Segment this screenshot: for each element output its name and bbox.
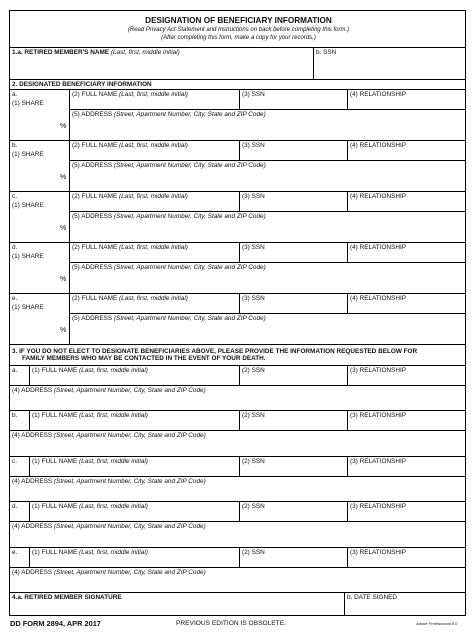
member-name-label — [12, 49, 180, 57]
beneficiary-relationship-field[interactable] — [348, 99, 464, 109]
address-label — [72, 213, 266, 221]
beneficiary-address-field[interactable] — [70, 272, 464, 292]
contact-name-label — [32, 367, 148, 375]
contact-ssn-field[interactable] — [240, 557, 346, 567]
contact-address-label — [12, 387, 206, 395]
contact-name-label — [32, 412, 148, 420]
address-hint: (Street, Apartment Number, City, State and ZIP Code) — [113, 213, 266, 220]
percent-sign: % — [60, 225, 67, 232]
full-name-label — [72, 295, 188, 303]
beneficiary-address-field[interactable] — [70, 323, 464, 343]
contact-name-hint: (Last, first, middle initial) — [79, 457, 148, 465]
contact-ssn-field[interactable] — [240, 420, 346, 430]
beneficiary-ssn-field[interactable] — [240, 252, 346, 262]
member-name-label-text: 1.a. RETIRED MEMBER'S NAME — [12, 49, 110, 56]
obsolete-notice: PREVIOUS EDITION IS OBSOLETE. — [176, 620, 286, 627]
beneficiary-form — [9, 10, 466, 616]
contact-name-label — [32, 549, 148, 557]
address-label — [72, 264, 266, 272]
beneficiary-relationship-field[interactable] — [348, 150, 464, 160]
beneficiary-address-field[interactable] — [70, 221, 464, 241]
address-label — [72, 315, 266, 323]
beneficiary-relationship-field[interactable] — [348, 303, 464, 313]
contact-letter: b. — [12, 412, 18, 420]
contact-name-field[interactable] — [30, 420, 238, 430]
share-label: (1) SHARE — [12, 253, 44, 260]
relationship-label: (4) RELATIONSHIP — [350, 244, 406, 251]
contact-ssn-label: (2) SSN — [242, 412, 265, 420]
member-name-hint: (Last, first, middle initial) — [110, 49, 180, 56]
signature-field[interactable] — [11, 602, 343, 616]
member-name-field[interactable] — [11, 57, 312, 78]
contact-address-label-text: (4) ADDRESS — [12, 477, 53, 485]
contact-name-label — [32, 503, 148, 511]
contact-name-hint: (Last, first, middle initial) — [79, 503, 148, 511]
relationship-label: (4) RELATIONSHIP — [350, 91, 406, 98]
contact-address-label-text: (4) ADDRESS — [12, 432, 53, 440]
ssn-label: (3) SSN — [242, 193, 265, 200]
contact-ssn-label: (2) SSN — [242, 457, 265, 465]
member-ssn-field[interactable] — [314, 57, 464, 78]
contact-address-label — [12, 569, 206, 577]
contact-name-label-text: (1) FULL NAME — [32, 503, 78, 511]
share-field[interactable] — [11, 262, 57, 290]
full-name-label-text: (2) FULL NAME — [72, 295, 118, 302]
contact-name-hint: (Last, first, middle initial) — [79, 548, 148, 556]
full-name-hint: (Last, first, middle initial) — [119, 142, 188, 149]
full-name-label-text: (2) FULL NAME — [72, 193, 118, 200]
contact-relationship-field[interactable] — [348, 557, 464, 567]
date-signed-label: b. DATE SIGNED — [347, 594, 397, 601]
contact-name-label-text: (1) FULL NAME — [32, 457, 78, 465]
contact-ssn-field[interactable] — [240, 466, 346, 476]
beneficiary-letter: b. — [12, 142, 18, 149]
address-hint: (Street, Apartment Number, City, State and ZIP Code) — [113, 162, 266, 169]
beneficiary-letter: a. — [12, 91, 18, 98]
contact-address-label-text: (4) ADDRESS — [12, 387, 53, 394]
form-title: DESIGNATION OF BENEFICIARY INFORMATION — [145, 16, 332, 25]
beneficiary-address-field[interactable] — [70, 119, 464, 139]
full-name-label-text: (2) FULL NAME — [72, 142, 118, 149]
contact-letter: c. — [12, 457, 17, 465]
percent-sign: % — [60, 327, 67, 334]
contact-address-field[interactable] — [11, 486, 464, 500]
address-hint: (Street, Apartment Number, City, State and ZIP Code) — [113, 315, 266, 322]
contact-address-field[interactable] — [11, 531, 464, 545]
ssn-label: (3) SSN — [242, 142, 265, 149]
beneficiary-name-field[interactable] — [70, 303, 238, 313]
address-label-text: (5) ADDRESS — [72, 111, 113, 118]
full-name-hint: (Last, first, middle initial) — [119, 295, 188, 302]
beneficiary-address-field[interactable] — [70, 170, 464, 190]
beneficiary-letter: c. — [12, 193, 17, 200]
beneficiary-ssn-field[interactable] — [240, 201, 346, 211]
beneficiary-name-field[interactable] — [70, 252, 238, 262]
contact-address-label — [12, 478, 206, 486]
percent-sign: % — [60, 174, 67, 181]
contact-address-field[interactable] — [11, 395, 464, 409]
address-label-text: (5) ADDRESS — [72, 264, 113, 271]
full-name-hint: (Last, first, middle initial) — [119, 91, 188, 98]
contact-name-field[interactable] — [30, 375, 238, 385]
relationship-label: (4) RELATIONSHIP — [350, 142, 406, 149]
date-signed-field[interactable] — [345, 602, 464, 616]
ssn-label: (3) SSN — [242, 244, 265, 251]
beneficiary-name-field[interactable] — [70, 150, 238, 160]
share-field[interactable] — [11, 313, 57, 341]
contact-address-label-text: (4) ADDRESS — [12, 523, 53, 531]
beneficiary-letter: e. — [12, 295, 18, 302]
beneficiary-ssn-field[interactable] — [240, 303, 346, 313]
full-name-label — [72, 193, 188, 201]
beneficiary-ssn-field[interactable] — [240, 150, 346, 160]
beneficiary-ssn-field[interactable] — [240, 99, 346, 109]
contact-address-hint: (Street, Apartment Number, City, State and ZIP Code) — [53, 477, 206, 485]
contact-name-hint: (Last, first, middle initial) — [79, 412, 148, 420]
contact-ssn-label: (2) SSN — [242, 367, 265, 374]
contact-relationship-field[interactable] — [348, 511, 464, 521]
full-name-hint: (Last, first, middle initial) — [119, 244, 188, 251]
beneficiary-name-field[interactable] — [70, 201, 238, 211]
contact-ssn-field[interactable] — [240, 511, 346, 521]
contact-address-hint: (Street, Apartment Number, City, State and ZIP Code) — [53, 432, 206, 440]
percent-sign: % — [60, 276, 67, 283]
relationship-label: (4) RELATIONSHIP — [350, 295, 406, 302]
beneficiary-relationship-field[interactable] — [348, 201, 464, 211]
address-hint: (Street, Apartment Number, City, State and ZIP Code) — [113, 111, 266, 118]
contact-ssn-label: (2) SSN — [242, 548, 265, 556]
full-name-label-text: (2) FULL NAME — [72, 91, 118, 98]
contact-relationship-label: (3) RELATIONSHIP — [350, 367, 406, 374]
contact-letter: e. — [12, 548, 18, 556]
form-subtitle-copy: (After completing this form, make a copy for your records.) — [161, 35, 316, 41]
share-label: (1) SHARE — [12, 202, 44, 209]
contact-name-field[interactable] — [30, 511, 238, 521]
contact-relationship-label: (3) RELATIONSHIP — [350, 412, 406, 420]
contact-address-field[interactable] — [11, 440, 464, 454]
signature-label: 4.a. RETIRED MEMBER SIGNATURE — [12, 594, 122, 601]
full-name-label — [72, 91, 188, 99]
address-label — [72, 111, 266, 119]
contact-address-hint: (Street, Apartment Number, City, State and ZIP Code) — [53, 568, 206, 576]
contact-address-label — [12, 432, 206, 440]
section3-heading-line2: FAMILY MEMBERS WHO MAY BE CONTACTED IN THE EVENT OF YOUR DEATH. — [22, 355, 266, 362]
section2-heading: 2. DESIGNATED BENEFICIARY INFORMATION — [12, 81, 152, 88]
address-label-text: (5) ADDRESS — [72, 162, 113, 169]
full-name-label — [72, 142, 188, 150]
contact-name-label-text: (1) FULL NAME — [32, 548, 78, 556]
contact-relationship-field[interactable] — [348, 375, 464, 385]
address-label-text: (5) ADDRESS — [72, 213, 113, 220]
section3-heading-line1: 3. IF YOU DO NOT ELECT TO DESIGNATE BENEFICIARIES ABOVE, PLEASE PROVIDE THE INFORMATION REQUESTED BELOW FOR — [12, 348, 418, 355]
contact-letter: d. — [12, 503, 18, 511]
contact-relationship-field[interactable] — [348, 420, 464, 430]
contact-ssn-field[interactable] — [240, 375, 346, 385]
form-subtitle-privacy: (Read Privacy Act Statement and Instructions on back before completing this form.) — [127, 27, 350, 33]
contact-name-field[interactable] — [30, 557, 238, 567]
contact-relationship-field[interactable] — [348, 466, 464, 476]
beneficiary-relationship-field[interactable] — [348, 252, 464, 262]
contact-address-hint: (Street, Apartment Number, City, State and ZIP Code) — [53, 523, 206, 531]
contact-name-field[interactable] — [30, 466, 238, 476]
address-hint: (Street, Apartment Number, City, State and ZIP Code) — [113, 264, 266, 271]
contact-name-label — [32, 458, 148, 466]
ssn-label: (3) SSN — [242, 295, 265, 302]
share-field[interactable] — [11, 160, 57, 188]
address-label-text: (5) ADDRESS — [72, 315, 113, 322]
full-name-hint: (Last, first, middle initial) — [119, 193, 188, 200]
contact-relationship-label: (3) RELATIONSHIP — [350, 457, 406, 465]
contact-address-label-text: (4) ADDRESS — [12, 568, 53, 576]
contact-letter: a. — [12, 367, 18, 374]
ssn-label: (3) SSN — [242, 91, 265, 98]
contact-address-hint: (Street, Apartment Number, City, State and ZIP Code) — [53, 387, 206, 394]
form-number: DD FORM 2894, APR 2017 — [10, 619, 101, 628]
contact-relationship-label: (3) RELATIONSHIP — [350, 548, 406, 556]
contact-name-hint: (Last, first, middle initial) — [79, 367, 148, 374]
contact-address-label — [12, 523, 206, 531]
full-name-label-text: (2) FULL NAME — [72, 244, 118, 251]
contact-relationship-label: (3) RELATIONSHIP — [350, 503, 406, 511]
beneficiary-name-field[interactable] — [70, 99, 238, 109]
percent-sign: % — [60, 123, 67, 130]
full-name-label — [72, 244, 188, 252]
share-label: (1) SHARE — [12, 304, 44, 311]
relationship-label: (4) RELATIONSHIP — [350, 193, 406, 200]
contact-ssn-label: (2) SSN — [242, 503, 265, 511]
contact-name-label-text: (1) FULL NAME — [32, 412, 78, 420]
software-note: Adobe Professional 8.0 — [416, 621, 458, 626]
contact-name-label-text: (1) FULL NAME — [32, 367, 78, 374]
address-label — [72, 162, 266, 170]
member-ssn-label: b. SSN — [316, 49, 337, 56]
share-field[interactable] — [11, 109, 57, 137]
share-label: (1) SHARE — [12, 100, 44, 107]
contact-address-field[interactable] — [11, 577, 464, 591]
share-label: (1) SHARE — [12, 151, 44, 158]
share-field[interactable] — [11, 211, 57, 239]
beneficiary-letter: d. — [12, 244, 18, 251]
